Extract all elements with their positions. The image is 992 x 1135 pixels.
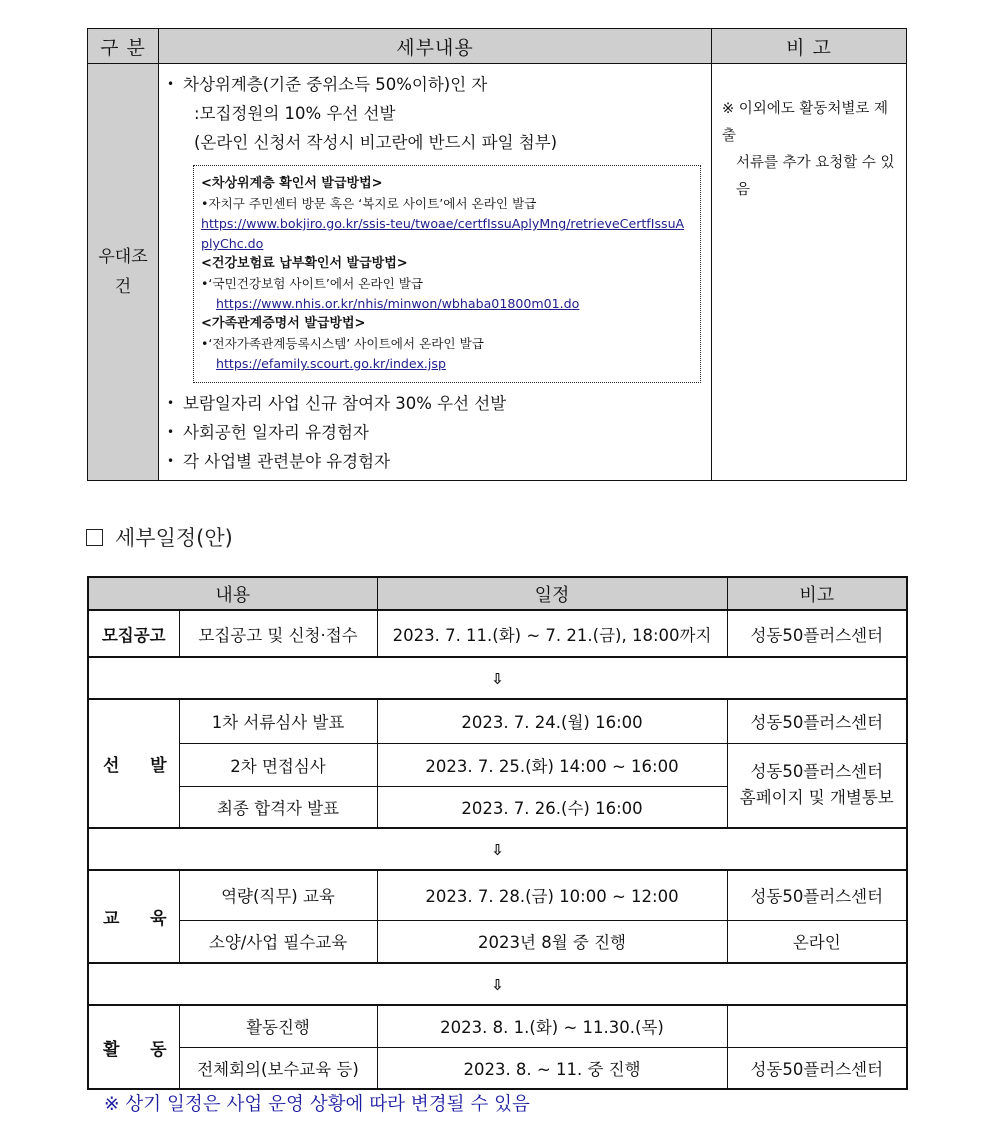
category-recruitment: 모집공고 — [88, 610, 179, 657]
date-cell: 2023. 7. 28.(금) 10:00 ~ 12:00 — [377, 870, 727, 920]
bokjiro-link[interactable]: https://www.bokjiro.go.kr/ssis-teu/twoae/certfIssuAplyMng/retrieveCertfIssuAplyChc.do — [201, 216, 685, 251]
table-row — [88, 743, 907, 786]
item-cell: 최종 합격자 발표 — [179, 786, 377, 828]
item-cell: 역량(직무) 교육 — [179, 870, 377, 920]
arrow-row — [88, 963, 907, 1005]
date-cell: 2023. 7. 11.(화) ~ 7. 21.(금), 18:00까지 — [377, 610, 727, 657]
info-heading: <가족관계증명서 발급방법> — [201, 316, 366, 331]
header-category: 구 분 — [88, 29, 159, 64]
remark-cell: 성동50플러스센터 홈페이지 및 개별통보 — [727, 743, 907, 828]
bullet-icon: • — [167, 77, 175, 91]
condition-item: • 각 사업별 관련분야 유경험자 — [167, 447, 705, 476]
date-cell: 2023년 8월 중 진행 — [377, 920, 727, 963]
remark-cell: 성동50플러스센터 — [727, 870, 907, 920]
table-row — [88, 699, 907, 743]
item-cell: 1차 서류심사 발표 — [179, 699, 377, 743]
down-arrow-icon: ⇩ — [491, 975, 504, 994]
header-details: 세부내용 — [159, 29, 712, 64]
remarks-line: 서류를 추가 요청할 수 있 — [736, 155, 895, 171]
row-label-line2: 건 — [114, 277, 132, 297]
remarks-line: 음 — [736, 182, 751, 198]
info-heading: <차상위계층 확인서 발급방법> — [201, 176, 383, 191]
condition-item: • 보람일자리 사업 신규 참여자 30% 우선 선발 — [167, 389, 705, 418]
arrow-row — [88, 657, 907, 699]
nhis-link[interactable]: https://www.nhis.or.kr/nhis/minwon/wbhaba01800m01.do — [216, 296, 580, 311]
header-schedule: 일정 — [377, 577, 727, 610]
schedule-table — [87, 576, 908, 1090]
table-row — [88, 1047, 907, 1089]
info-heading: <건강보험료 납부확인서 발급방법> — [201, 256, 408, 271]
info-desc: •‘국민건강보험 사이트’에서 온라인 발급 — [201, 276, 424, 291]
remark-cell: 성동50플러스센터 — [727, 699, 907, 743]
bullet-icon: • — [167, 454, 175, 468]
condition-subline: :모집정원의 10% 우선 선발 — [194, 104, 396, 123]
date-cell: 2023. 8. ~ 11. 중 진행 — [377, 1047, 727, 1089]
remark-cell: 성동50플러스센터 — [727, 1047, 907, 1089]
item-cell: 전체회의(보수교육 등) — [179, 1047, 377, 1089]
condition-item-low-income: • 차상위계층(기준 중위소득 50%이하)인 자 — [167, 70, 705, 99]
info-desc: •‘전자가족관계등록시스템’ 사이트에서 온라인 발급 — [201, 336, 484, 351]
table-row — [88, 920, 907, 963]
category-education: 교 육 — [88, 870, 179, 963]
info-desc: •자치구 주민센터 방문 혹은 ‘복지로 사이트’에서 온라인 발급 — [201, 196, 537, 211]
bullet-icon: • — [167, 425, 175, 439]
row-label-line1: 우대조 — [98, 247, 148, 267]
item-cell: 활동진행 — [179, 1005, 377, 1047]
remark-cell: 성동50플러스센터 — [727, 610, 907, 657]
header-remarks: 비 고 — [712, 29, 907, 64]
schedule-section-heading — [86, 522, 233, 552]
conditions-header-row — [88, 29, 907, 64]
details-cell — [159, 64, 712, 481]
item-cell: 소양/사업 필수교육 — [179, 920, 377, 963]
table-row — [88, 870, 907, 920]
category-selection: 선 발 — [88, 699, 179, 828]
header-remarks: 비고 — [727, 577, 907, 610]
certificate-info-box — [193, 165, 701, 383]
arrow-row — [88, 828, 907, 870]
schedule-header-row — [88, 577, 907, 610]
date-cell: 2023. 7. 25.(화) 14:00 ~ 16:00 — [377, 743, 727, 786]
bullet-icon: • — [167, 396, 175, 410]
condition-item: • 사회공헌 일자리 유경험자 — [167, 418, 705, 447]
item-cell: 2차 면접심사 — [179, 743, 377, 786]
header-content: 내용 — [88, 577, 377, 610]
down-arrow-icon: ⇩ — [491, 840, 504, 859]
table-row — [88, 610, 907, 657]
checkbox-square-icon — [86, 529, 103, 546]
date-cell: 2023. 8. 1.(화) ~ 11.30.(목) — [377, 1005, 727, 1047]
table-row — [88, 1005, 907, 1047]
date-cell: 2023. 7. 24.(월) 16:00 — [377, 699, 727, 743]
item-cell: 모집공고 및 신청·접수 — [179, 610, 377, 657]
row-label-preferential — [88, 64, 159, 481]
schedule-footnote: ※ 상기 일정은 사업 운영 상황에 따라 변경될 수 있음 — [104, 1094, 530, 1115]
remark-cell — [727, 1005, 907, 1047]
down-arrow-icon: ⇩ — [491, 669, 504, 688]
section-title: 세부일정(안) — [115, 526, 233, 550]
conditions-table — [87, 28, 907, 481]
category-activity: 활 동 — [88, 1005, 179, 1089]
efamily-link[interactable]: https://efamily.scourt.go.kr/index.jsp — [216, 356, 446, 371]
remarks-cell — [712, 64, 907, 481]
date-cell: 2023. 7. 26.(수) 16:00 — [377, 786, 727, 828]
conditions-row — [88, 64, 907, 481]
remark-cell: 온라인 — [727, 920, 907, 963]
condition-subline: (온라인 신청서 작성시 비고란에 반드시 파일 첨부) — [194, 133, 558, 152]
remarks-line: ※ 이외에도 활동처별로 제출 — [722, 101, 889, 144]
